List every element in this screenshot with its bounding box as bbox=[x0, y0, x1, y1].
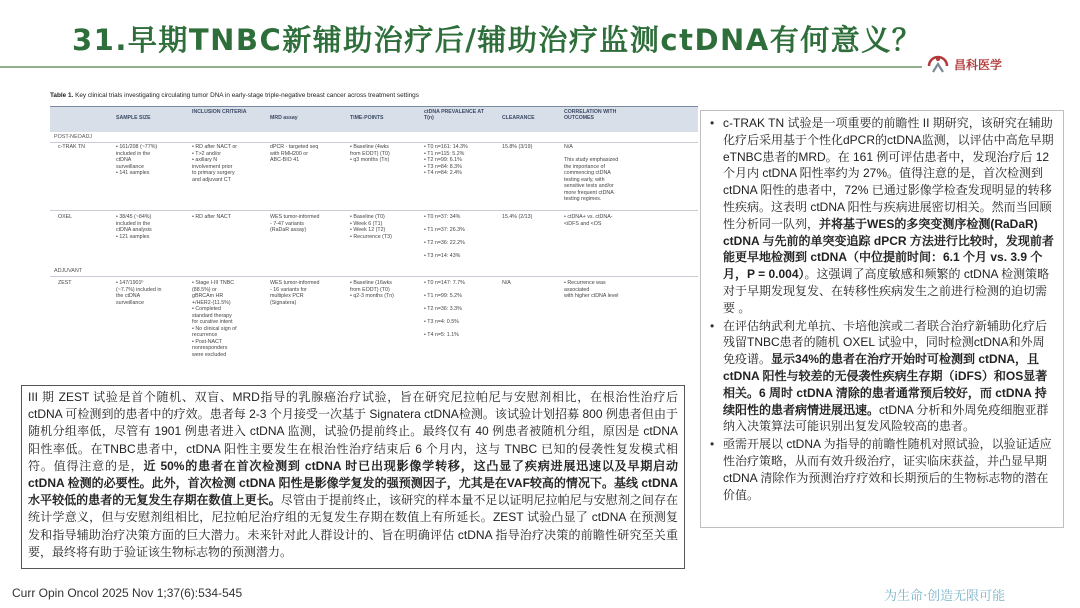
bullet-panel bbox=[700, 110, 1064, 528]
table-cell: 15.8% (3/19) bbox=[502, 144, 533, 150]
page-title: 31.早期TNBC新辅助治疗后/辅助治疗监测ctDNA有何意义？ bbox=[72, 23, 923, 57]
table-header bbox=[50, 106, 698, 132]
table-cell: • Baseline (16wks from EODT) (T0) • q2-3 months (Tn) bbox=[350, 280, 394, 299]
trial-name: c-TRAK TN bbox=[58, 144, 85, 150]
table-cell: • Baseline (4wks from EODT) (T0) • q3 months (Tn) bbox=[350, 144, 390, 163]
table-cell: • T0 n=37: 34% • T1 n=37: 26.3% • T2 n=36: 22.2% • T3 n=14: 43% bbox=[424, 214, 465, 259]
logo-mark-icon bbox=[926, 52, 950, 76]
table-cell: N/A bbox=[502, 280, 511, 286]
logo-text: 昌科医学 bbox=[954, 58, 1003, 72]
bullet-future: • 亟需开展以 ctDNA 为指导的前瞻性随机对照试验，以验证适应性治疗策略，从而有效升级治疗，证实临床获益，并凸显早期 ctDNA 清除作为预测治疗疗效和长期预后的生物标志物的潜在价值。 bbox=[723, 436, 1055, 503]
table-cell: N/A This study emphasized the importance of commencing ctDNA testing early, with sensitive tests and/or more frequent ctDNA testing regimes. bbox=[564, 144, 619, 202]
zest-summary-box bbox=[21, 385, 685, 569]
table-cell: dPCR - targeted seq with RMH200 or ABC-BIO 41 bbox=[270, 144, 319, 163]
header-sample-size: SAMPLE SIZE bbox=[116, 115, 151, 121]
table-caption: Table 1. Key clinical trials investigating circulating tumor DNA in early-stage triple-negative breast cancer across treatment settings bbox=[50, 92, 419, 99]
bullet-ctrak: • c-TRAK TN 试验是一项重要的前瞻性 II 期研究，该研究在辅助化疗后采用基于个性化dPCR的ctDNA监测，以评估中高危早期eTNBC患者的MRD。在 161 例可评估患者中，发现治疗后 12 个月内 ctDNA 阳性率约为 27%。值得注意的是，首次检测到 ctDNA 阳性的患者中，72% 已通过影像学检查发现明显的转移性疾病。这表明 ctDNA 阳性与疾病进展密切相关。然而当回顾性分析同一队列，并将基于WES的多突变测序检测(RaDaR) ctDNA 与先前的单突变追踪 dPCR 方法进行比较时，发现前者能更早地检测到 ctDNA（中位提前时间：6.1 个月 vs. 3.9 个月，P = 0.004）。这强调了高度敏感和频繁的 ctDNA 检测策略对于早期发现复发、在转移性疾病发生之前进行检测的迫切需要 。 bbox=[723, 115, 1055, 317]
row-divider bbox=[50, 210, 698, 211]
company-logo bbox=[926, 50, 1016, 80]
zest-text-1: III 期 ZEST 试验是首个随机、双盲、MRD指导的乳腺癌治疗试验，旨在研究尼拉帕尼与安慰剂相比，在根治性治疗后 ctDNA 可检测到的患者中的疗效。患者每 2-3 个月接受一次基于 Signatera ctDNA检测。该试验计划招募 800 例患者但由于随机分组率低，尽管有 1901 例患者进入 ctDNA 监测，试验仍提前终止。最终仅有 40 例患者被随机分组，原因是 ctDNA 阳性率低。在TNBC患者中，ctDNA 阳性主要发生在根治性治疗结束后 6 个月内，这与 TNBC 已知的侵袭性复发模式相符。值得注意的是， bbox=[28, 390, 678, 473]
clinical-trials-table bbox=[50, 92, 698, 374]
table-cell: • Baseline (T0) • Week 6 (T1) • Week 12 (T2) • Recurrence (T3) bbox=[350, 214, 392, 240]
header-inclusion: INCLUSION CRITERIA bbox=[192, 109, 247, 115]
table-cell: • 147/1901ᵇ (~7.7%) included in the ctDNA surveillance bbox=[116, 280, 162, 306]
row-divider bbox=[50, 142, 698, 143]
table-cell: WES tumor-informed - 16 variants for multiplex PCR (Signatera) bbox=[270, 280, 320, 306]
table-cell: 15.4% (2/13) bbox=[502, 214, 533, 220]
bullet-oxel: • 在评估纳武利尤单抗、卡培他滨或二者联合治疗新辅助化疗后残留TNBC患者的随机 OXEL 试验中，同时检测ctDNA和外周免疫谱。显示34%的患者在治疗开始时可检测到 ctDNA，且 ctDNA 阳性与较差的无侵袭性疾病生存期（iDFS）和OS显著相关。6 周时 ctDNA 清除的患者通常预后较好，而 ctDNA 持续阳性的患者病情进展迅速。ctDNA 分析和外周免疫细胞亚群纳入决策算法可能识别出复发风险较高的患者。 bbox=[723, 318, 1055, 436]
table-cell: • RD after NACT or • T>2 and/or • axillary N involvement prior to primary surgery and adjuvant CT bbox=[192, 144, 238, 183]
header-mrd-assay: MRD assay bbox=[270, 115, 298, 121]
header-correlation: CORRELATION WITH OUTCOMES bbox=[564, 109, 617, 122]
zest-text-bold: 近 50%的患者在首次检测到 ctDNA 时已出现影像学转移，这凸显了疾病进展迅速以及早期启动 ctDNA 检测的必要性。此外，首次检测 ctDNA 阳性是影像学复发的强预测因子，尤其是在VAF较高的情况下。基线 ctDNA 水平较低的患者的无复发生存期在数值上更长。 bbox=[28, 458, 678, 508]
table-cell: • 38/45 (~84%) included in the ctDNA analysis • 121 samples bbox=[116, 214, 152, 240]
table-cell: • Stage I-III TNBC (88.5%) or gBRCAm HR +/HER2-(11.5%) • Completed standard therapy for curative intent • No clinical sign of recurrence • Post-NACT nonresponders were excluded bbox=[192, 280, 237, 358]
table-cell: • 161/208 (~77%) included in the ctDNA surveillance • 141 samples bbox=[116, 144, 158, 176]
header-prevalence: ctDNA PREVALENCE AT T(n) bbox=[424, 109, 484, 122]
table-cell: • Recurrence was associated with higher ctDNA level bbox=[564, 280, 619, 299]
title-divider bbox=[0, 66, 922, 68]
reference-citation: Curr Opin Oncol 2025 Nov 1;37(6):534-545 bbox=[12, 586, 243, 600]
section-post-neoadj: POST-NEOADJ bbox=[54, 134, 93, 140]
header-clearance: CLEARANCE bbox=[502, 115, 535, 121]
table-cell: WES tumor-informed - 7-47 variants (RaDaR assay) bbox=[270, 214, 320, 233]
table-cell: • RD after NACT bbox=[192, 214, 231, 220]
trial-name: ZEST bbox=[58, 280, 72, 286]
table-cell: • T0 n=161: 14.3% • T1 n=115: 5.2% • T2 n=99: 6.1% • T3 n=84: 8.3% • T4 n=84: 2.4% bbox=[424, 144, 468, 176]
header-time-points: TIME-POINTS bbox=[350, 115, 384, 121]
footer-slogan: 为生命·创造无限可能 bbox=[884, 589, 1006, 604]
row-divider bbox=[50, 276, 698, 277]
trial-name: OXEL bbox=[58, 214, 73, 220]
table-cell: • T0 n=147: 7.7% • T1 n=99: 5.2% • T2 n=36: 3.3% • T3 n=4: 0.5% • T4 n=5: 1.1% bbox=[424, 280, 465, 338]
table-cell: • ctDNA+ vs. ctDNA- <iDFS and <OS bbox=[564, 214, 613, 227]
section-adjuvant: ADJUVANT bbox=[54, 268, 83, 274]
zest-text-2: 尽管由于提前终止，该研究的样本量不足以证明尼拉帕尼与安慰剂之间存在统计学意义，但与安慰剂组相比，尼拉帕尼治疗组的无复发生存期在数值上有所延长。ZEST 试验凸显了 ctDNA 在预测复发和指导辅助治疗决策方面的巨大潜力。未来针对此人群设计的、旨在明确评估 ctDNA 指导治疗决策的前瞻性研究至关重要，最终将有助于验证该生物标志物的预测潜力。 bbox=[28, 493, 678, 559]
